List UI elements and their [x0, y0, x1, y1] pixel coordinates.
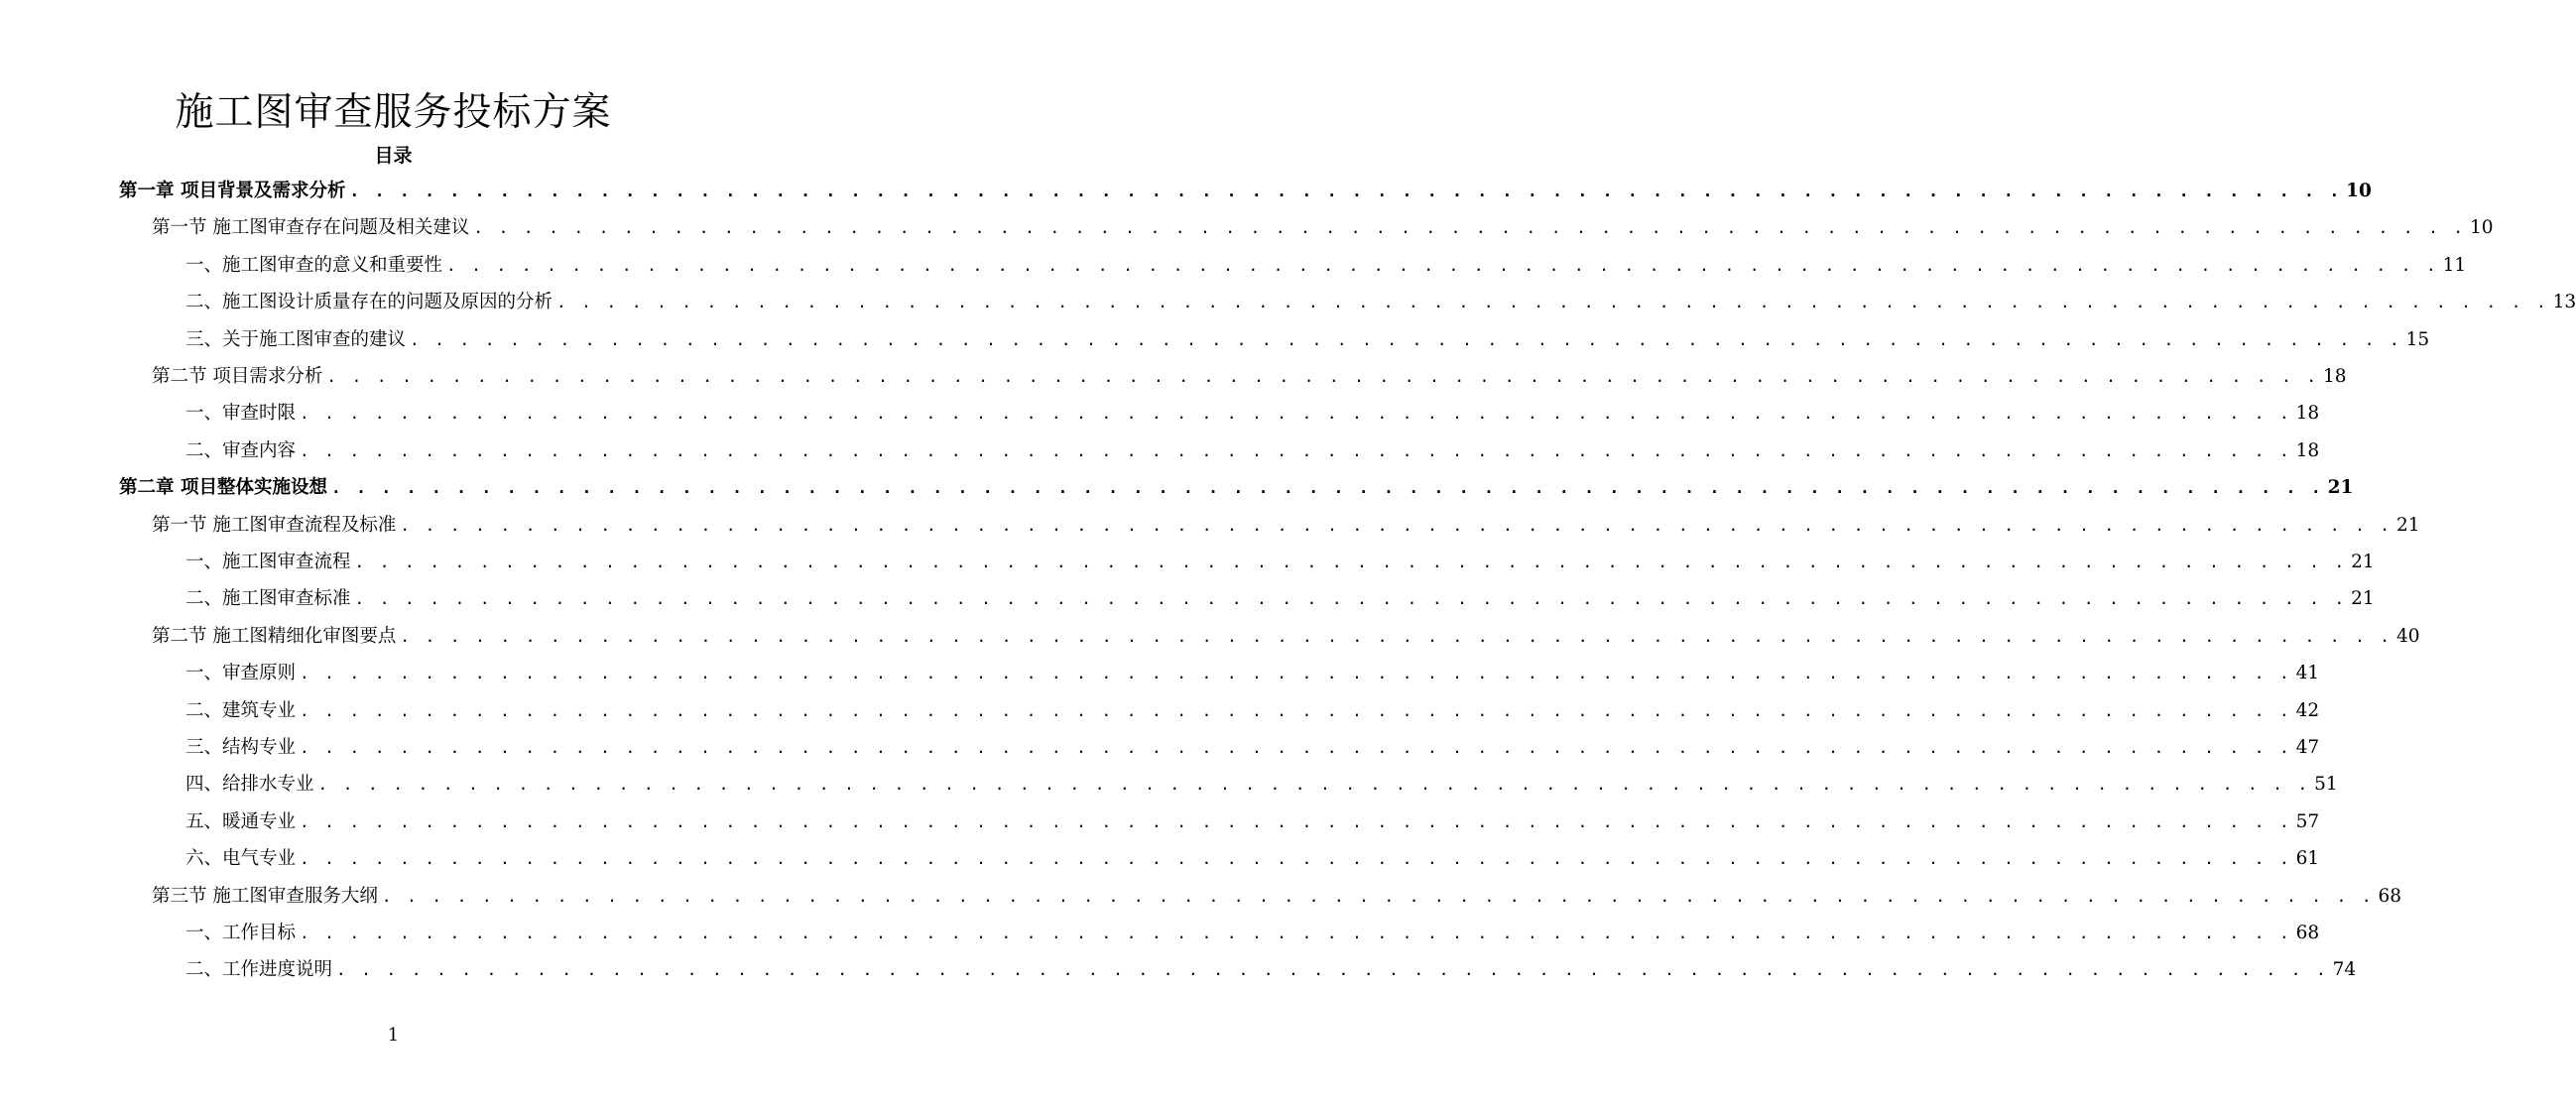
toc-dot-leader: . . . . . . . . . . . . . . . . . . . . . . . . . . . . . . . . . . . . . . . . . . . . . . . . . . . . . . . . . . . . . . . . . . . . . . . . . . . . . . . . — [336, 960, 2329, 980]
toc-dot-leader: . . . . . . . . . . . . . . . . . . . . . . . . . . . . . . . . . . . . . . . . . . . . . . . . . . . . . . . . . . . . . . . . . . . . . . . . . . . . . . . . — [300, 404, 2292, 424]
toc-entry-label: 三、结构专业 — [185, 737, 297, 758]
toc-entry-label: 三、关于施工图审查的建议 — [185, 328, 407, 350]
toc-entry-page: 10 — [2470, 217, 2494, 239]
document-title: 施工图审查服务投标方案 — [175, 90, 612, 135]
toc-chapter-entry[interactable] — [119, 173, 2372, 209]
toc-entry-label: 二、施工图设计质量存在的问题及原因的分析 — [185, 292, 553, 313]
toc-entry-label: 一、工作目标 — [185, 923, 297, 943]
toc-entry-label: 第一节 施工图审查存在问题及相关建议 — [152, 217, 470, 239]
toc-entry-page: 21 — [2327, 477, 2354, 499]
toc-heading: 目录 — [374, 145, 413, 167]
toc-entry-page: 21 — [2351, 588, 2375, 610]
toc-chapter-entry[interactable] — [119, 469, 2354, 506]
toc-section-entry[interactable] — [152, 618, 2420, 655]
toc-entry-label: 第一节 施工图审查流程及标准 — [152, 514, 397, 536]
toc-entry-label: 一、审查原则 — [185, 663, 297, 684]
page-number: 1 — [387, 1025, 400, 1046]
toc-dot-leader: . . . . . . . . . . . . . . . . . . . . . . . . . . . . . . . . . . . . . . . . . . . . . . . . . . . . . . . . . . . . . . . . . . . . . . . . . . . . . . . . — [317, 775, 2311, 795]
toc-entry-page: 18 — [2295, 403, 2320, 425]
toc-subsection-entry[interactable] — [185, 321, 2430, 358]
toc-dot-leader: . . . . . . . . . . . . . . . . . . . . . . . . . . . . . . . . . . . . . . . . . . . . . . . . . . . . . . . . . . . . . . . . . . . . . . . . . . . . . . . . — [400, 626, 2393, 646]
toc-entry-page: 51 — [2314, 774, 2338, 796]
toc-subsection-entry[interactable] — [185, 395, 2320, 432]
toc-subsection-entry[interactable] — [185, 544, 2375, 580]
toc-section-entry[interactable] — [152, 209, 2494, 246]
toc-entry-page: 74 — [2332, 959, 2357, 981]
toc-section-entry[interactable] — [152, 358, 2347, 395]
toc-dot-leader: . . . . . . . . . . . . . . . . . . . . . . . . . . . . . . . . . . . . . . . . . . . . . . . . . . . . . . . . . . . . . . . . . . . . . . . . . . . . . . . . — [354, 589, 2348, 609]
toc-entry-page: 41 — [2295, 663, 2320, 684]
toc-entry-page: 18 — [2295, 439, 2320, 461]
toc-subsection-entry[interactable] — [185, 580, 2375, 617]
toc-dot-leader: . . . . . . . . . . . . . . . . . . . . . . . . . . . . . . . . . . . . . . . . . . . . . . . . . . . . . . . . . . . . . . . . . . . . . . . . . . . . . . . . — [556, 293, 2549, 312]
toc-dot-leader: . . . . . . . . . . . . . . . . . . . . . . . . . . . . . . . . . . . . . . . . . . . . . . . . . . . . . . . . . . . . . . . . . . . . . . . . . . . . . . . . — [354, 553, 2348, 571]
toc-dot-leader: . . . . . . . . . . . . . . . . . . . . . . . . . . . . . . . . . . . . . . . . . . . . . . . . . . . . . . . . . . . . . . . . . . . . . . . . . . . . . . . . — [349, 182, 2343, 200]
toc-section-entry[interactable] — [152, 507, 2420, 544]
toc-subsection-entry[interactable] — [185, 915, 2320, 951]
toc-entry-page: 47 — [2295, 737, 2320, 758]
toc-entry-page: 18 — [2323, 366, 2347, 387]
toc-entry-label: 第二章 项目整体实施设想 — [119, 477, 327, 499]
toc-section-entry[interactable] — [152, 878, 2402, 915]
toc-dot-leader: . . . . . . . . . . . . . . . . . . . . . . . . . . . . . . . . . . . . . . . . . . . . . . . . . . . . . . . . . . . . . . . . . . . . . . . . . . . . . . . . — [326, 367, 2320, 386]
toc-dot-leader: . . . . . . . . . . . . . . . . . . . . . . . . . . . . . . . . . . . . . . . . . . . . . . . . . . . . . . . . . . . . . . . . . . . . . . . . . . . . . . . . — [381, 886, 2375, 906]
toc-dot-leader: . . . . . . . . . . . . . . . . . . . . . . . . . . . . . . . . . . . . . . . . . . . . . . . . . . . . . . . . . . . . . . . . . . . . . . . . . . . . . . . . — [400, 515, 2393, 535]
toc-entry-page: 42 — [2295, 699, 2320, 721]
toc-dot-leader: . . . . . . . . . . . . . . . . . . . . . . . . . . . . . . . . . . . . . . . . . . . . . . . . . . . . . . . . . . . . . . . . . . . . . . . . . . . . . . . . — [300, 811, 2292, 831]
toc-subsection-entry[interactable] — [185, 692, 2320, 729]
toc-entry-page: 13 — [2552, 292, 2576, 313]
toc-entry-page: 40 — [2396, 625, 2420, 647]
toc-entry-page: 68 — [2378, 885, 2402, 907]
toc-entry-label: 五、暖通专业 — [185, 810, 297, 832]
toc-entry-page: 57 — [2295, 810, 2320, 832]
toc-entry-label: 第三节 施工图审查服务大纲 — [152, 885, 378, 907]
toc-entry-label: 二、施工图审查标准 — [185, 588, 351, 610]
toc-dot-leader: . . . . . . . . . . . . . . . . . . . . . . . . . . . . . . . . . . . . . . . . . . . . . . . . . . . . . . . . . . . . . . . . . . . . . . . . . . . . . . . . — [473, 218, 2467, 238]
toc-entry-label: 第二节 施工图精细化审图要点 — [152, 625, 397, 647]
toc-subsection-entry[interactable] — [185, 804, 2320, 840]
toc-entry-page: 21 — [2396, 514, 2420, 536]
toc-dot-leader: . . . . . . . . . . . . . . . . . . . . . . . . . . . . . . . . . . . . . . . . . . . . . . . . . . . . . . . . . . . . . . . . . . . . . . . . . . . . . . . . — [446, 255, 2439, 275]
toc-dot-leader: . . . . . . . . . . . . . . . . . . . . . . . . . . . . . . . . . . . . . . . . . . . . . . . . . . . . . . . . . . . . . . . . . . . . . . . . . . . . . . . . — [300, 700, 2292, 720]
toc-entry-label: 二、建筑专业 — [185, 699, 297, 721]
toc-entry-label: 二、工作进度说明 — [185, 959, 333, 981]
toc-dot-leader: . . . . . . . . . . . . . . . . . . . . . . . . . . . . . . . . . . . . . . . . . . . . . . . . . . . . . . . . . . . . . . . . . . . . . . . . . . . . . . . . — [300, 924, 2292, 942]
toc-entry-page: 61 — [2295, 848, 2320, 870]
toc-subsection-entry[interactable] — [185, 433, 2320, 469]
toc-subsection-entry[interactable] — [185, 766, 2338, 803]
toc-dot-leader: . . . . . . . . . . . . . . . . . . . . . . . . . . . . . . . . . . . . . . . . . . . . . . . . . . . . . . . . . . . . . . . . . . . . . . . . . . . . . . . . — [300, 849, 2292, 869]
toc-entry-label: 一、审查时限 — [185, 403, 297, 425]
toc-entry-page: 68 — [2295, 923, 2320, 943]
toc-subsection-entry[interactable] — [185, 655, 2320, 691]
toc-entry-label: 六、电气专业 — [185, 848, 297, 870]
toc-dot-leader: . . . . . . . . . . . . . . . . . . . . . . . . . . . . . . . . . . . . . . . . . . . . . . . . . . . . . . . . . . . . . . . . . . . . . . . . . . . . . . . . — [300, 738, 2292, 757]
toc-entry-label: 一、施工图审查流程 — [185, 552, 351, 572]
toc-subsection-entry[interactable] — [185, 729, 2320, 766]
toc-subsection-entry[interactable] — [185, 840, 2320, 877]
toc-entry-page: 11 — [2442, 254, 2467, 276]
toc-entry-label: 第二节 项目需求分析 — [152, 366, 323, 387]
toc-entry-page: 21 — [2351, 552, 2375, 572]
toc-entry-page: 15 — [2405, 328, 2430, 350]
toc-dot-leader: . . . . . . . . . . . . . . . . . . . . . . . . . . . . . . . . . . . . . . . . . . . . . . . . . . . . . . . . . . . . . . . . . . . . . . . . . . . . . . . . — [410, 329, 2402, 349]
toc-subsection-entry[interactable] — [185, 951, 2357, 988]
toc-entry-label: 第一章 项目背景及需求分析 — [119, 181, 346, 201]
toc-subsection-entry[interactable] — [185, 284, 2576, 320]
toc-entry-label: 四、给排水专业 — [185, 774, 314, 796]
toc-dot-leader: . . . . . . . . . . . . . . . . . . . . . . . . . . . . . . . . . . . . . . . . . . . . . . . . . . . . . . . . . . . . . . . . . . . . . . . . . . . . . . . . — [300, 664, 2292, 683]
toc-dot-leader: . . . . . . . . . . . . . . . . . . . . . . . . . . . . . . . . . . . . . . . . . . . . . . . . . . . . . . . . . . . . . . . . . . . . . . . . . . . . . . . . — [300, 440, 2292, 460]
toc-dot-leader: . . . . . . . . . . . . . . . . . . . . . . . . . . . . . . . . . . . . . . . . . . . . . . . . . . . . . . . . . . . . . . . . . . . . . . . . . . . . . . . . — [330, 478, 2324, 498]
toc-entry-label: 一、施工图审查的意义和重要性 — [185, 254, 443, 276]
toc-subsection-entry[interactable] — [185, 247, 2467, 284]
toc-entry-page: 10 — [2346, 181, 2372, 201]
toc-entry-label: 二、审查内容 — [185, 439, 297, 461]
